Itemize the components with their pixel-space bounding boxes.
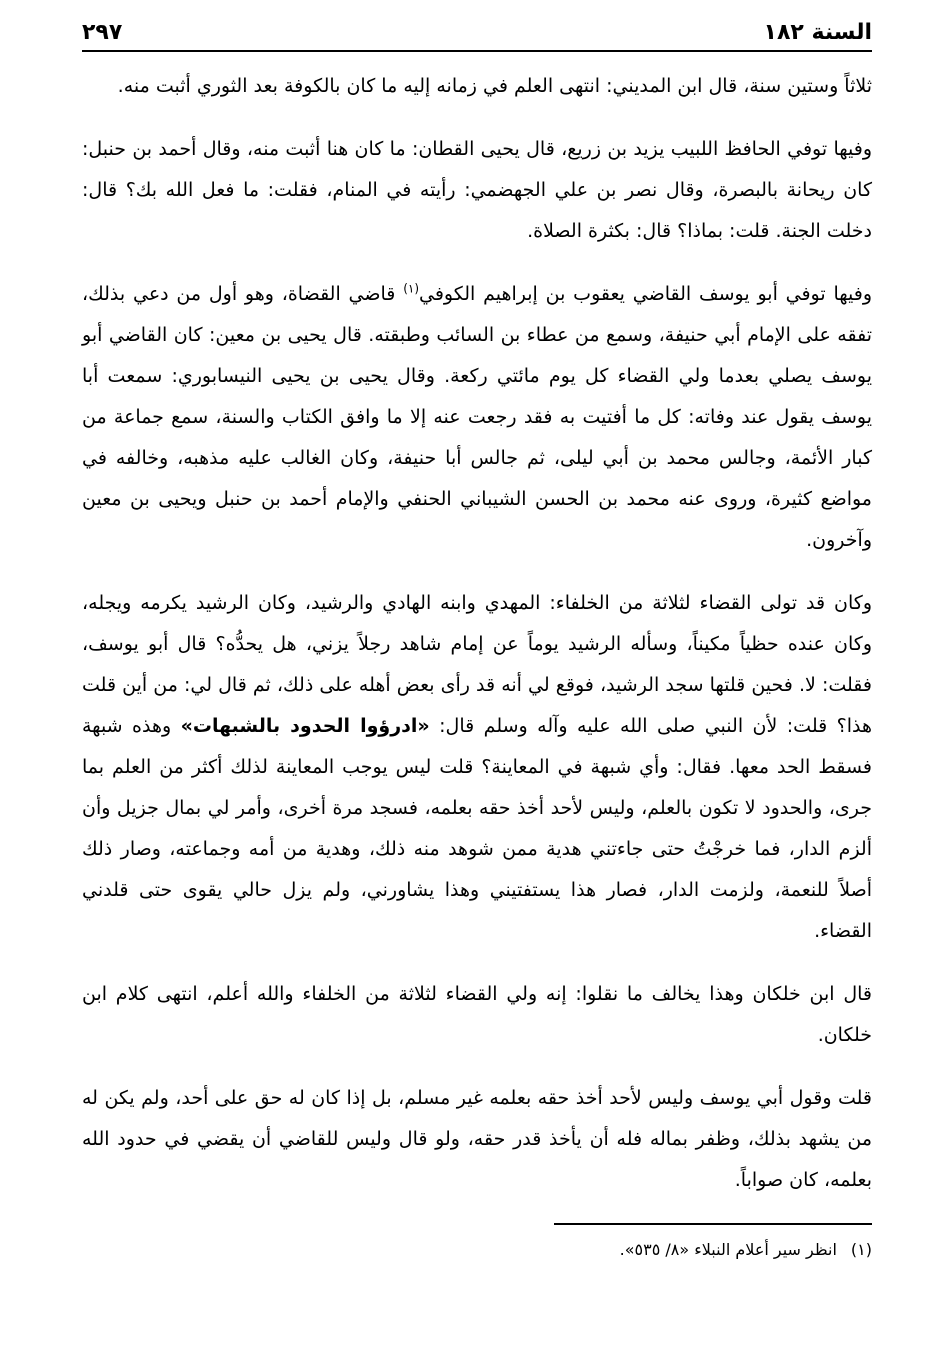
paragraph-6: قلت وقول أبي يوسف وليس لأحد أخذ حقه بعلمه غير مسلم، بل إذا كان له حق على أحد، ولم يكن له من يشهد بذلك، وظفر بماله فله أن يأخذ قدر حقه، ولو قال وليس للقاضي أن يقضي في حدود الله بعلمه، كان صواباً. [82,1087,872,1191]
book-page [82,18,872,1265]
body-text [82,66,872,1201]
footnote [82,1235,872,1265]
page-number: ٢٩٧ [82,20,123,45]
footnote-reference: (١) [403,281,420,296]
footnote-divider [554,1223,872,1225]
hadith-quote: «ادرؤوا الحدود بالشبهات» [180,715,430,737]
paragraph-4 [82,583,872,952]
paragraph-3-lead: وفيها توفي أبو يوسف القاضي يعقوب بن إبراهيم الكوفي [419,283,872,305]
paragraph-3 [82,274,872,561]
paragraph-4-lead: وكان قد تولى القضاء لثلاثة من الخلفاء: المهدي وابنه الهادي والرشيد، وكان الرشيد يكرمه ويجله، وكان عنده حظياً مكيناً، وسأله الرشيد يوماً عن إمام شاهد رجلاً يزني، هل يحدُّه؟ قال أبو يوسف، فقلت: لا. فحين قلتها سجد الرشيد، فوقع لي أنه قد رأى بعض أهله على ذلك، ثم قال لي: من أين قلت هذا؟ قلت: لأن النبي صلى الله عليه وآله وسلم قال: [82,592,873,737]
paragraph-1: ثلاثاً وستين سنة، قال ابن المديني: انتهى العلم في زمانه إليه ما كان بالكوفة بعد الثوري أثبت منه. [117,75,872,97]
paragraph-2: وفيها توفي الحافظ اللبيب يزيد بن زريع، قال يحيى القطان: ما كان هنا أثبت منه، وقال أحمد بن حنبل: كان ريحانة بالبصرة، وقال نصر بن علي الجهضمي: رأيته في المنام، فقلت: ما فعل الله بك؟ قال: دخلت الجنة. قلت: بماذا؟ قال: بكثرة الصلاة. [82,138,872,242]
paragraph-4-rest: وهذه شبهة فسقط الحد معها. فقال: وأي شبهة في المعاينة؟ قلت ليس يوجب المعاينة لذلك أكثر من العلم بما جرى، والحدود لا تكون بالعلم، وليس لأحد أخذ حقه بعلمه، فسجد مرة أخرى، وأمر لي بمال جزيل وأن ألزم الدار، فما خرجْتُ حتى جاءتني هدية ممن شوهد منه ذلك، وهدية من أمه وجماعته، وصار ذلك أصلاً للنعمة، ولزمت الدار، فصار هذا يستفتيني وهذا يشاورني، ولم يزل حالي يقوى حتى قلدني القضاء. [82,715,872,942]
running-header [82,18,872,52]
footnote-marker: (١) [850,1240,872,1259]
running-title: السنة ١٨٢ [763,20,872,45]
paragraph-3-rest: قاضي القضاة، وهو أول من دعي بذلك، تفقه على الإمام أبي حنيفة، وسمع من عطاء بن السائب وطبقته. قال يحيى بن معين: كان القاضي أبو يوسف يصلي بعدما ولي القضاء كل يوم مائتي ركعة. وقال يحيى بن يحيى النيسابوري: سمعت أبا يوسف يقول عند وفاته: كل ما أفتيت به فقد رجعت عنه إلا ما وافق الكتاب والسنة، سمع جماعة من كبار الأئمة، وجالس محمد بن أبي ليلى، ثم جالس أبا حنيفة، وكان الغالب عليه مذهبه، وخالفه في مواضع كثيرة، وروى عنه محمد بن الحسن الشيباني الحنفي والإمام أحمد بن حنبل ويحيى بن معين وآخرون. [82,283,872,551]
footnote-text: انظر سير أعلام النبلاء «٨/ ٥٣٥». [619,1240,837,1259]
paragraph-5: قال ابن خلكان وهذا يخالف ما نقلوا: إنه ولي القضاء لثلاثة من الخلفاء والله أعلم، انتهى كلام ابن خلكان. [82,983,872,1046]
